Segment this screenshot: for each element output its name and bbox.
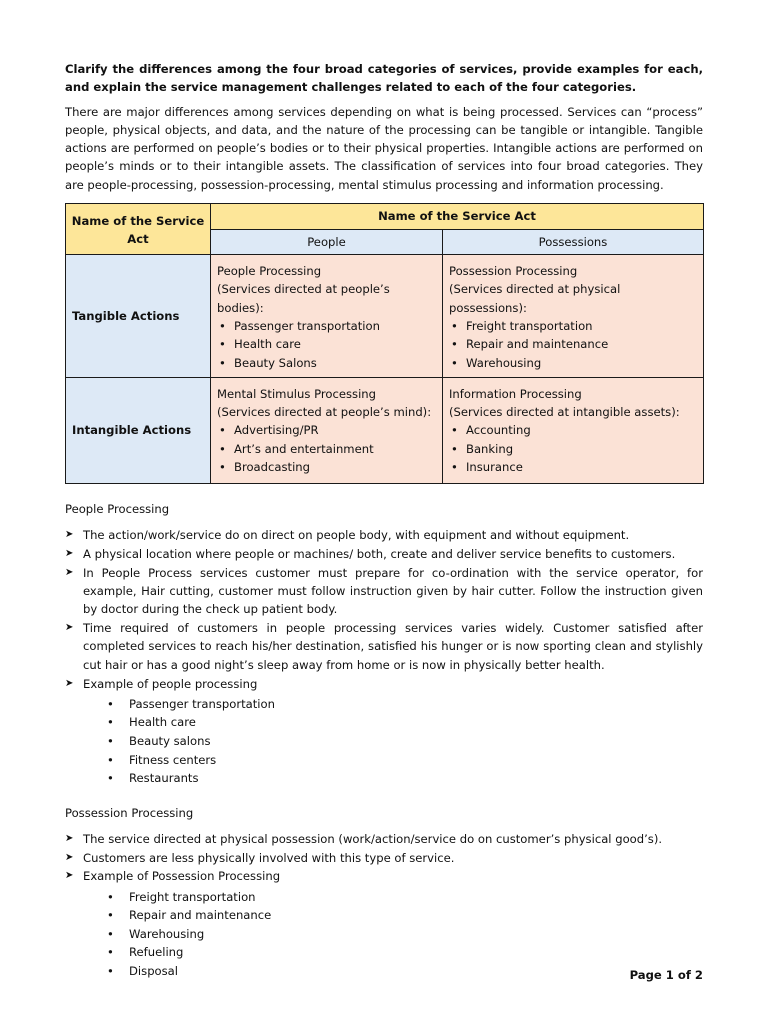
intro-paragraph: There are major differences among services depending on what is being processed. Services can “process” people, physical objects, and data, and the nature of the processing can be tangible or intangible. Tangible actions are performed on people’s bodies or to their physical properties. Intangible actions are performed on people’s minds or to their intangible assets. The classification of services into four broad categories. They are people-processing, possession-processing, mental stimulus processing and information processing. (65, 104, 703, 192)
arrow-bullet-item (65, 830, 703, 848)
cell-example-list (217, 317, 436, 372)
list-item: • Insurance (449, 458, 697, 476)
cell-mental-stimulus-processing (211, 377, 443, 483)
list-item: • Freight transportation (83, 888, 703, 906)
list-item: • Passenger transportation (217, 317, 436, 335)
example-list (83, 695, 703, 788)
arrow-bullet-item (65, 675, 703, 788)
bullet-text: The action/work/service do on direct on people body, with equipment and without equipment. (83, 528, 630, 543)
row-header-intangible: Intangible Actions (66, 377, 211, 483)
arrowhead-bullet-icon: ➤ (65, 677, 74, 689)
arrow-bullet-item (65, 867, 703, 980)
cell-description: (Services directed at physical possessions): (449, 282, 621, 315)
bullet-text: Time required of customers in people processing services varies widely. Customer satisfied after completed services to reach his/her destination, satisfied his hunger or is now sporting clean and stylishly cut hair or has a good night’s sleep away from home or is now in physically better health. (83, 621, 703, 672)
cell-title: Information Processing (449, 386, 582, 401)
list-item: • Health care (83, 713, 703, 731)
cell-example-list (449, 317, 697, 372)
arrow-bullet-item (65, 545, 703, 563)
list-item: • Disposal (83, 962, 703, 980)
list-item: • Beauty salons (83, 732, 703, 750)
arrowhead-bullet-icon: ➤ (65, 529, 74, 541)
page-number: Page 1 of 2 (629, 968, 703, 982)
arrow-bullet-list (65, 830, 703, 981)
cell-example-list (217, 421, 436, 476)
cell-example-list (449, 421, 697, 476)
list-item: • Warehousing (449, 354, 697, 372)
cell-title: Possession Processing (449, 264, 578, 279)
cell-possession-processing (443, 255, 704, 378)
list-item: • Warehousing (83, 925, 703, 943)
list-item: • Refueling (83, 943, 703, 961)
service-categories-table (65, 203, 704, 484)
arrowhead-bullet-icon: ➤ (65, 622, 74, 634)
bullet-text: A physical location where people or machines/ both, create and deliver service benefits to customers. (83, 546, 676, 561)
arrow-bullet-list (65, 526, 703, 787)
section-people-processing (65, 500, 703, 788)
arrowhead-bullet-icon: ➤ (65, 851, 74, 863)
question-heading: Clarify the differences among the four broad categories of services, provide examples for each, and explain the service management challenges related to each of the four categories. (65, 62, 703, 95)
cell-information-processing (443, 377, 704, 483)
list-item: • Banking (449, 440, 697, 458)
list-item: • Art’s and entertainment (217, 440, 436, 458)
cell-title: Mental Stimulus Processing (217, 386, 377, 401)
table-act-header: Name of the Service Act (211, 204, 704, 230)
cell-description: (Services directed at intangible assets): (449, 405, 680, 420)
arrow-bullet-item (65, 619, 703, 674)
list-item: • Broadcasting (217, 458, 436, 476)
arrowhead-bullet-icon: ➤ (65, 870, 74, 882)
list-item: • Fitness centers (83, 751, 703, 769)
bullet-text: Example of people processing (83, 676, 258, 691)
table-corner-header: Name of the Service Act (66, 204, 211, 255)
bullet-text: In People Process services customer must prepare for co-ordination with the service operator, for example, Hair cutting, customer must follow instruction given by hair cutter. Follow the instruction given by doctor during the check up patient body. (83, 565, 703, 617)
arrowhead-bullet-icon: ➤ (65, 547, 74, 559)
document-page (65, 60, 703, 981)
section-possession-processing (65, 804, 703, 981)
bullet-text: Customers are less physically involved with this type of service. (83, 850, 455, 865)
cell-description: (Services directed at people’s mind): (217, 405, 432, 420)
column-header-possessions: Possessions (443, 230, 704, 255)
list-item: • Beauty Salons (217, 354, 436, 372)
arrow-bullet-item (65, 526, 703, 544)
cell-description: (Services directed at people’s bodies): (217, 282, 390, 315)
list-item: • Health care (217, 335, 436, 353)
list-item: • Freight transportation (449, 317, 697, 335)
arrowhead-bullet-icon: ➤ (65, 832, 74, 844)
list-item: • Passenger transportation (83, 695, 703, 713)
cell-title: People Processing (217, 264, 322, 279)
list-item: • Repair and maintenance (83, 906, 703, 924)
bullet-text: Example of Possession Processing (83, 869, 281, 884)
arrow-bullet-item (65, 849, 703, 867)
bullet-text: The service directed at physical possession (work/action/service do on customer’s physical good’s). (83, 831, 663, 846)
section-title: People Processing (65, 501, 170, 516)
row-header-tangible: Tangible Actions (66, 255, 211, 378)
arrowhead-bullet-icon: ➤ (65, 566, 74, 578)
list-item: • Restaurants (83, 769, 703, 787)
list-item: • Advertising/PR (217, 421, 436, 439)
arrow-bullet-item (65, 564, 703, 619)
list-item: • Repair and maintenance (449, 335, 697, 353)
cell-people-processing (211, 255, 443, 378)
list-item: • Accounting (449, 421, 697, 439)
column-header-people: People (211, 230, 443, 255)
section-title: Possession Processing (65, 805, 194, 820)
